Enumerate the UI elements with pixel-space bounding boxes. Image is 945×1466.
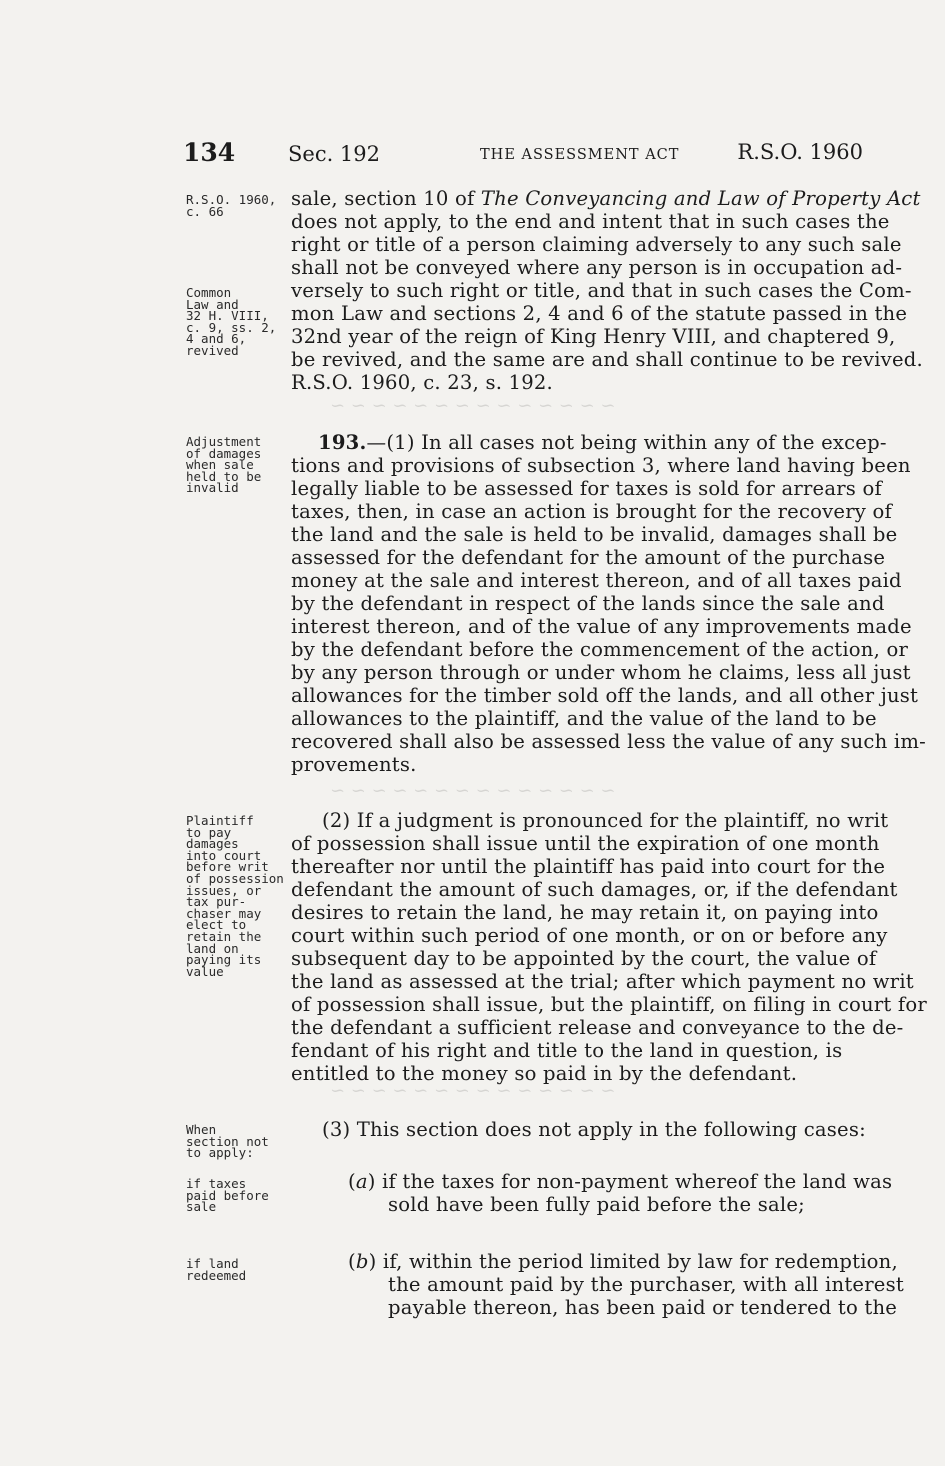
section-number: 193. <box>318 431 367 454</box>
section-193-heading: 193.—(1) In all cases not being within any of the excep- <box>318 431 887 454</box>
text-line: payable thereon, has been paid or tendered to the <box>388 1296 898 1319</box>
text-line: fendant of his right and title to the land in question, is <box>291 1039 843 1062</box>
text-line: by any person through or under whom he claims, less all just <box>291 661 911 684</box>
margin-note-if-land: if land redeemed <box>186 1256 247 1283</box>
text-line: defendant the amount of such damages, or, if the defendant <box>291 878 898 901</box>
page-number: 134 <box>183 138 236 167</box>
text-line: mon Law and sections 2, 4 and 6 of the statute passed in the <box>291 302 908 325</box>
margin-note-plaintiff: Plaintiff to pay damages into court before writ of possession issues, or tax pur- chaser may elect to retain the land on paying its value <box>186 813 284 979</box>
margin-note-adjustment: Adjustment of damages when sale held to be invalid <box>186 434 262 496</box>
text-line: taxes, then, in case an action is brought for the recovery of <box>291 500 892 523</box>
bleed-through: ~ ~ ~ ~ ~ ~ ~ ~ ~ ~ ~ ~ ~ ~ <box>330 780 616 801</box>
clause-a: (a) if the taxes for non-payment whereof the land was <box>348 1170 893 1193</box>
margin-note-if-taxes: if taxes paid before sale <box>186 1176 269 1215</box>
text-line: right or title of a person claiming adversely to any such sale <box>291 233 902 256</box>
text-line: allowances for the timber sold off the lands, and all other just <box>291 684 919 707</box>
text-line: of possession shall issue, but the plaintiff, on filing in court for <box>291 993 927 1016</box>
running-header <box>183 138 883 174</box>
text-line: of possession shall issue until the expiration of one month <box>291 832 880 855</box>
text-line: sold have been fully paid before the sale; <box>388 1193 805 1216</box>
margin-note-common-law: Common Law and 32 H. VIII, c. 9, ss. 2, 4 and 6, revived <box>186 285 277 358</box>
text-line: tions and provisions of subsection 3, where land having been <box>291 454 911 477</box>
margin-note-when-section: When section not to apply: <box>186 1122 269 1161</box>
text-line: desires to retain the land, he may retain it, on paying into <box>291 901 879 924</box>
text-line: assessed for the defendant for the amount of the purchase <box>291 546 886 569</box>
text-line: does not apply, to the end and intent that in such cases the <box>291 210 890 233</box>
text-line: shall not be conveyed where any person is in occupation ad- <box>291 256 903 279</box>
text-line: entitled to the money so paid in by the defendant. <box>291 1062 798 1085</box>
text-line: subsequent day to be appointed by the court, the value of <box>291 947 877 970</box>
subsection-3-start: (3) This section does not apply in the following cases: <box>322 1118 866 1141</box>
text-line: the amount paid by the purchaser, with all interest <box>388 1273 904 1296</box>
text-line: the defendant a sufficient release and conveyance to the de- <box>291 1016 904 1039</box>
statute-source: R.S.O. 1960 <box>737 140 863 164</box>
text-line: recovered shall also be assessed less the value of any such im- <box>291 730 926 753</box>
text-line: versely to such right or title, and that in such cases the Com- <box>291 279 912 302</box>
text-line: allowances to the plaintiff, and the value of the land to be <box>291 707 877 730</box>
text-line: sale, section 10 of The Conveyancing and Law of Property Act <box>291 187 921 210</box>
text-line: money at the sale and interest thereon, and of all taxes paid <box>291 569 902 592</box>
section-reference: Sec. 192 <box>288 142 381 166</box>
text-line: the land and the sale is held to be invalid, damages shall be <box>291 523 898 546</box>
text-line: by the defendant before the commencement of the action, or <box>291 638 909 661</box>
subsection-2-start: (2) If a judgment is pronounced for the plaintiff, no writ <box>322 809 889 832</box>
text-line: by the defendant in respect of the lands since the sale and <box>291 592 885 615</box>
text-line: court within such period of one month, or on or before any <box>291 924 888 947</box>
text-line: legally liable to be assessed for taxes is sold for arrears of <box>291 477 882 500</box>
margin-note-rso: R.S.O. 1960, c. 66 <box>186 192 277 219</box>
bleed-through: ~ ~ ~ ~ ~ ~ ~ ~ ~ ~ ~ ~ ~ ~ <box>330 395 616 416</box>
text-line: provements. <box>291 753 417 776</box>
text-line: R.S.O. 1960, c. 23, s. 192. <box>291 371 553 394</box>
text-line: interest thereon, and of the value of any improvements made <box>291 615 912 638</box>
act-title: THE ASSESSMENT ACT <box>480 147 680 163</box>
text-line: 32nd year of the reign of King Henry VIII, and chaptered 9, <box>291 325 896 348</box>
text-line: be revived, and the same are and shall continue to be revived. <box>291 348 923 371</box>
clause-b: (b) if, within the period limited by law for redemption, <box>348 1250 898 1273</box>
text-line: thereafter nor until the plaintiff has paid into court for the <box>291 855 886 878</box>
text-line: the land as assessed at the trial; after which payment no writ <box>291 970 914 993</box>
bleed-through: ~ ~ ~ ~ ~ ~ ~ ~ ~ ~ ~ ~ ~ ~ <box>330 1080 616 1101</box>
